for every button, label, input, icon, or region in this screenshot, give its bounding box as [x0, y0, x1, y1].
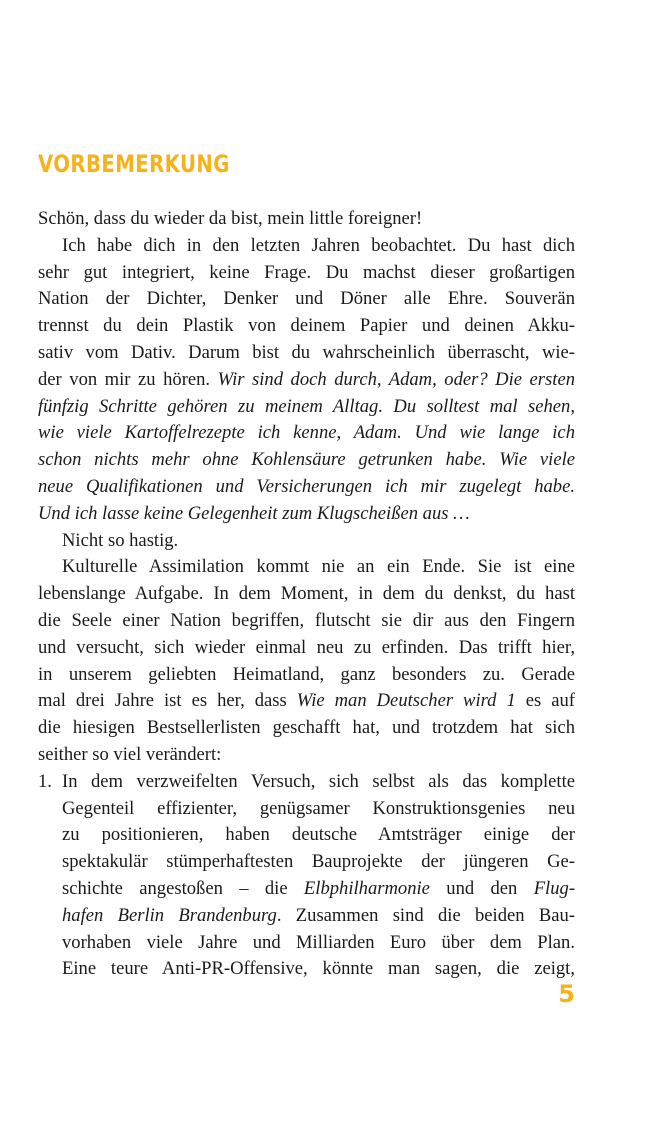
- text-line: seither so viel verändert:: [38, 743, 222, 765]
- text-line: Eine teure Anti-PR-Offensive, könnte man sagen, die zeigt,: [62, 958, 575, 980]
- text-line: Nation der Dichter, Denker und Döner alle Ehre. Souverän: [38, 288, 575, 310]
- text-line: In dem verzweifelten Versuch, sich selbst als das komplette: [62, 770, 575, 792]
- italic-run: Wir sind doch durch, Adam, oder? Die ersten: [217, 368, 575, 390]
- text-line: in unserem geliebten Heimatland, ganz besonders zu. Gerade: [38, 663, 575, 685]
- list-number: 1.: [38, 770, 52, 792]
- text-run: es auf: [515, 690, 575, 712]
- text-line: [62, 876, 575, 903]
- text-line: [38, 688, 575, 715]
- text-line: zu positionieren, haben deutsche Amtsträger einige der: [62, 824, 575, 846]
- text-line: Nicht so hastig.: [62, 529, 179, 551]
- text-run: . Zusammen sind die beiden Bau-: [276, 904, 575, 926]
- text-line: Ich habe dich in den letzten Jahren beobachtet. Du hast dich: [62, 234, 575, 256]
- text-line: sativ vom Dativ. Darum bist du wahrscheinlich überrascht, wie-: [38, 341, 575, 363]
- italic-run: Wie man Deutscher wird 1: [296, 690, 516, 712]
- text-line: vorhaben viele Jahre und Milliarden Euro über dem Plan.: [62, 931, 575, 953]
- italic-run: hafen Berlin Brandenburg: [62, 904, 277, 926]
- text-line: [62, 903, 575, 930]
- text-line: die Seele einer Nation begriffen, flutscht sie dir aus den Fingern: [38, 609, 575, 631]
- text-line: wie viele Kartoffelrezepte ich kenne, Adam. Und wie lange ich: [38, 422, 575, 444]
- italic-run: Elbphilharmonie: [303, 877, 430, 899]
- text-run: und den: [429, 877, 534, 899]
- list-item: [38, 769, 575, 983]
- text-line: neue Qualifikationen und Versicherungen ich mir zugelegt habe.: [38, 475, 575, 497]
- text-run: mal drei Jahre ist es her, dass: [38, 690, 297, 712]
- text-line: und versucht, sich wieder einmal neu zu erfinden. Das trifft hier,: [38, 636, 575, 658]
- text-line: lebenslange Aufgabe. In dem Moment, in dem du denkst, du hast: [38, 583, 575, 605]
- section-heading: VORBEMERKUNG: [38, 150, 230, 178]
- text-line: Kulturelle Assimilation kommt nie an ein Ende. Sie ist eine: [62, 556, 575, 578]
- text-line: Und ich lasse keine Gelegenheit zum Klugscheißen aus …: [38, 502, 470, 524]
- text-line: [38, 367, 575, 394]
- text-line: fünfzig Schritte gehören zu meinem Alltag. Du solltest mal sehen,: [38, 395, 575, 417]
- italic-run: Flug-: [533, 877, 576, 899]
- text-line: Gegenteil effizienter, genügsamer Konstruktionsgenies neu: [62, 797, 575, 819]
- page-number: 5: [558, 980, 575, 1008]
- text-line: sehr gut integriert, keine Frage. Du machst dieser großartigen: [38, 261, 575, 283]
- text-run: der von mir zu hören.: [38, 368, 218, 390]
- text-line: spektakulär stümperhaftesten Bauprojekte der jüngeren Ge-: [62, 851, 575, 873]
- text-line: trennst du dein Plastik von deinem Papier und deinen Akku-: [38, 315, 575, 337]
- text-line: Schön, dass du wieder da bist, mein little foreigner!: [38, 208, 423, 229]
- body-text: [38, 206, 575, 983]
- text-line: die hiesigen Bestsellerlisten geschafft hat, und trotzdem hat sich: [38, 717, 575, 739]
- text-line: schon nichts mehr ohne Kohlensäure getrunken habe. Wie viele: [38, 449, 575, 471]
- text-run: schichte angestoßen – die: [62, 877, 304, 899]
